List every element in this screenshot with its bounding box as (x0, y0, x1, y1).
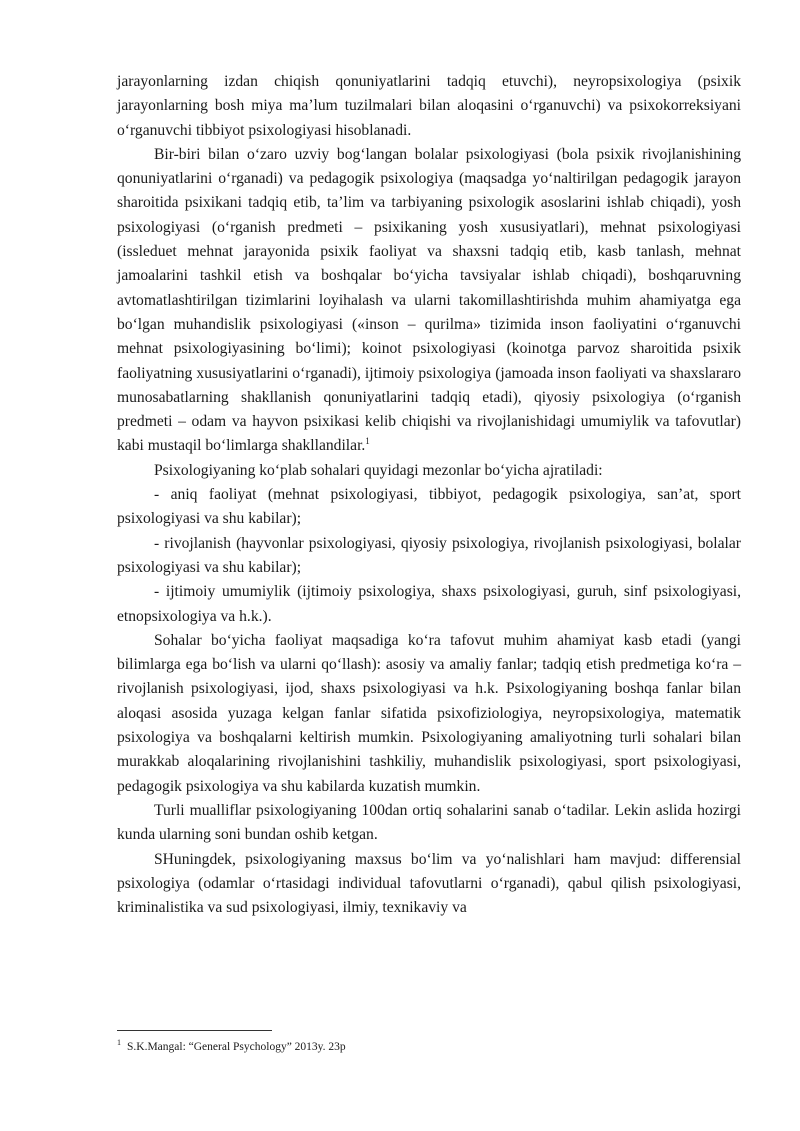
paragraph: jarayonlarning izdan chiqish qonuniyatlarini tadqiq etuvchi), neyropsixologiya (psixik jarayonlarning bosh miya ma’lum tuzilmalari bilan aloqasini o‘rganuvchi) va psixokorreksiyani o‘rganuvchi tibbiyot psixologiyasi hisoblanadi. (117, 73, 741, 139)
paragraph-text: Bir-biri bilan o‘zaro uzviy bog‘langan bolalar psixologiyasi (bola psixik rivojlanishining qonuniyatlarini o‘rganadi) va pedagogik psixologiya (maqsadga yo‘naltirilgan pedagogik jarayon sharoitida psixikani tadqiq etib, ta’lim va tarbiyaning psixologik asoslarini ishlab chiqadi), yosh psixologiyasi (o‘rganish predmeti – psixikaning yosh xususiyatlari), mehnat psixologiyasi (issleduet mehnat jarayonida psixik faoliyat va shaxsni tadqiq etib, kasb tanlash, mehnat jamoalarini tashkil etish va boshqalar bo‘yicha tavsiyalar ishlab chiqadi), boshqaruvning avtomatlashtirilgan tizimlarini loyihalash va ularni takomillashtirishda muhim ahamiyatga ega bo‘lgan muhandislik psixologiyasi («inson – qurilma» tizimida inson faoliyatini o‘rganuvchi mehnat psixologiyasining bo‘limi); koinot psixologiyasi (koinotga parvoz sharoitida psixik faoliyatning xususiyatlarini o‘rganadi), ijtimoiy psixologiya (jamoada inson faoliyati va shaxslararo munosabatlarning shakllanish qonuniyatlarini tadqiq etadi), qiyosiy psixologiya (o‘rganish predmeti – odam va hayvon psixikasi kelib chiqishi va rivojlanishidagi umumiylik va tafovutlar) kabi mustaqil bo‘limlarga shakllandilar. (117, 145, 741, 455)
paragraph: Turli mualliflar psixologiyaning 100dan ortiq sohalarini sanab o‘tadilar. Lekin aslida hozirgi kunda ularning soni bundan oshib ketgan. (117, 801, 741, 844)
document-body (117, 70, 741, 920)
footnote (117, 1040, 741, 1054)
paragraph: Psixologiyaning ko‘plab sohalari quyidagi mezonlar bo‘yicha ajratiladi: (154, 461, 603, 479)
paragraph: Sohalar bo‘yicha faoliyat maqsadiga ko‘ra tafovut muhim ahamiyat kasb etadi (yangi bilimlarga ega bo‘lish va ularni qo‘llash): asosiy va amaliy fanlar; tadqiq etish predmetiga ko‘ra – rivojlanish psixologiyasi, ijod, shaxs psixologiyasi va h.k. Psixologiyaning boshqa fanlar bilan aloqasi asosida yuzaga kelgan fanlar sifatida psixofiziologiya, neyropsixologiya, matematik psixologiya va boshqalarni keltirish mumkin. Psixologiyaning amaliyotning turli sohalari bilan murakkab aloqalarining rivojlanishini tashkiliy, muhandislik psixologiyasi, sport psixologiyasi, pedagogik psixologiya va shu kabilarda kuzatish mumkin. (117, 631, 741, 795)
footnote-reference: 1 (365, 436, 370, 447)
footnote-divider (117, 1030, 272, 1031)
paragraph (117, 143, 741, 459)
paragraph: SHuningdek, psixologiyaning maxsus bo‘lim va yo‘nalishlari ham mavjud: differensial psixologiya (odamlar o‘rtasidagi individual tafovutlarni o‘rganadi), qabul qilish psixologiyasi, kriminalistika va sud psixologiyasi, ilmiy, texnikaviy va (117, 850, 741, 917)
list-item: - ijtimoiy umumiylik (ijtimoiy psixologiya, shaxs psixologiyasi, guruh, sinf psixologiyasi, etnopsixologiya va h.k.). (117, 583, 741, 625)
list-item: - rivojlanish (hayvonlar psixologiyasi, qiyosiy psixologiya, rivojlanish psixologiyasi, bolalar psixologiyasi va shu kabilar); (117, 534, 741, 576)
footnote-text: S.K.Mangal: “General Psychology” 2013y. 23p (127, 1041, 346, 1053)
list-item: - aniq faoliyat (mehnat psixologiyasi, tibbiyot, pedagogik psixologiya, san’at, sport psixologiyasi va shu kabilar); (117, 486, 741, 528)
footnote-marker: 1 (117, 1038, 121, 1048)
